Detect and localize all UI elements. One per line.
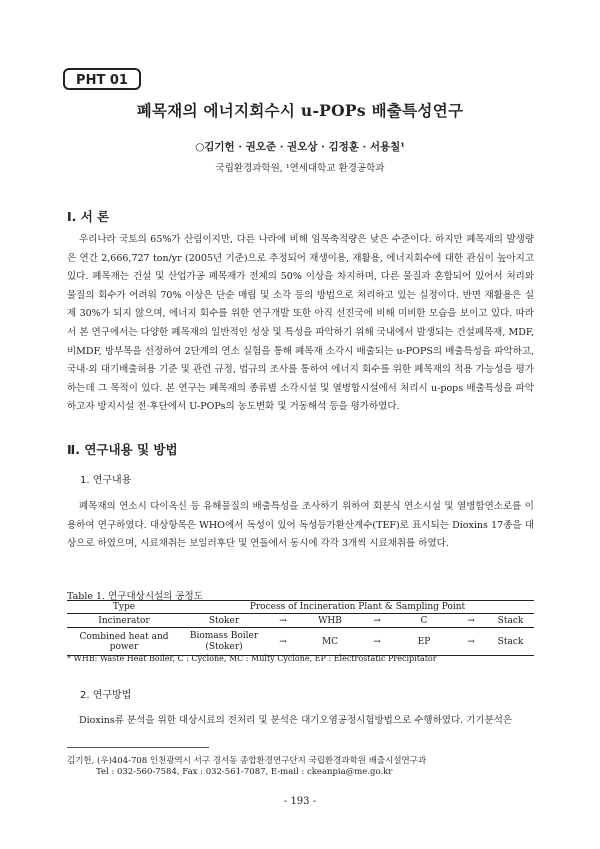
footnote-contact: Tel : 032-560-7584, Fax : 032-561-7087, E-mail : ckeanpia@me.go.kr: [96, 767, 393, 777]
paper-title: 폐목재의 에너지회수시 u-POPs 배출특성연구: [136, 101, 464, 120]
cell: MC: [321, 636, 339, 647]
page-number: - 193 -: [283, 796, 317, 807]
arrow-cell: →: [279, 615, 287, 626]
author-list: ○김기헌 · 권오준 · 권오상 · 김정훈 · 서용칠¹: [195, 141, 405, 153]
subsection-2-heading: 2. 연구방법: [80, 690, 132, 701]
intro-paragraph: 우리나라 국토의 65%가 산림이지만, 다른 나라에 비해 임목축적량은 낮은 수준이다. 하지만 폐목재의 발생량은 연간 2,666,727 ton/yr (2005년 기준)으로 추정되어 재생이용, 재활용, 에너지회수에 대한 관심이 높아지고 있다. 폐목재는 건설 및 산업가공 폐목재가 전체의 50% 이상을 차지하며, 다른 물질과 혼합되어 있어서 처리와 물질의 회수가 어려워 70% 이상은 단순 매립 및 소각 등의 방법으로 처리하고 있는 실정이다. 반면 재활용은 실제 30%가 되지 않으며, 에너지 회수를 위한 연구개발 또한 아직 선진국에 비해 미비한 모습을 보이고 있다. 따라서 본 연구에서는 다양한 폐목재의 일반적인 성상 및 특성을 파악하기 위해 국내에서 발생되는 건설폐목재, MDF, 비MDF, 방부목을 선정하여 2단계의 연소 실험을 통해 폐목재 소각시 배출되는 u-POPS의 배출특성을 파악하고, 국내·외 대기배출허용 기준 및 관련 규정, 법규의 조사를 통하여 에너지 회수를 위한 폐목재의 적용 가능성을 평가하는데 그 목적이 있다. 본 연구는 폐목재의 종류별 소각시설 및 열병합시설에서 처리시 u-pops 배출특성을 파악하고자 방지시설 전·후단에서 U-POPs의 농도변화 및 거동해석 등을 평가하였다.: [67, 234, 534, 413]
process-table: [67, 600, 534, 656]
intro-heading: Ⅰ. 서 론: [67, 209, 110, 224]
method-heading: Ⅱ. 연구내용 및 방법: [67, 442, 178, 457]
cell: Stoker: [208, 615, 240, 626]
subsection-1-paragraph: 폐목재의 연소시 다이옥신 등 유해물질의 배출특성을 조사하기 위하여 회분식 연소시설 및 열병합연소로를 이용하여 연구하였다. 대상항목은 WHO에서 독성이 있어 독성등가환산계수(TEF)로 표시되는 Dioxins 17종을 대상으로 하였으며, 시료채취는 보일러후단 및 연돌에서 동시에 각각 3개씩 시료채취를 하였다.: [67, 501, 534, 550]
header-process: Process of Incineration Plant & Sampling Point: [249, 602, 466, 612]
cell-type: Incinerator: [98, 615, 150, 626]
arrow-cell: →: [467, 615, 475, 626]
cell: C: [420, 615, 428, 626]
header-type: Type: [112, 602, 136, 612]
table-header-row: [67, 601, 534, 614]
cell-type: Combined heat and power: [79, 631, 169, 652]
table-row: [67, 628, 534, 656]
table-row: [67, 614, 534, 628]
cell: EP: [417, 636, 431, 647]
arrow-cell: →: [373, 636, 381, 647]
session-code: PHT 01: [76, 73, 128, 88]
arrow-cell: →: [279, 636, 287, 647]
footnote-divider: [67, 747, 209, 748]
cell: Biomass Boiler (Stoker): [189, 630, 259, 652]
table-caption: Table 1. 연구대상시설의 공정도: [67, 591, 203, 602]
subsection-1-heading: 1. 연구내용: [80, 475, 132, 486]
subsection-2-paragraph: Dioxins류 분석을 위한 대상시료의 전처리 및 분석은 대기오염공정시험방법으로 수행하였다. 기기분석은: [79, 715, 513, 726]
cell: WHB: [318, 615, 342, 626]
footnote-address: 김기헌, (우)404-708 인천광역시 서구 경서동 종합환경연구단지 국립환경과학원 배출시설연구과: [67, 756, 427, 766]
table-note: * WHB: Waste Heat Boiler, C : Cyclone, MC : Multy Cyclone, EP : Electrostatic Precipitator: [67, 654, 437, 663]
cell: Stack: [497, 615, 524, 626]
arrow-cell: →: [373, 615, 381, 626]
arrow-cell: →: [467, 636, 475, 647]
affiliation: 국립환경과학원, ¹연세대학교 환경공학과: [215, 163, 385, 174]
session-code-box: [63, 68, 141, 90]
cell: Stack: [497, 636, 524, 647]
